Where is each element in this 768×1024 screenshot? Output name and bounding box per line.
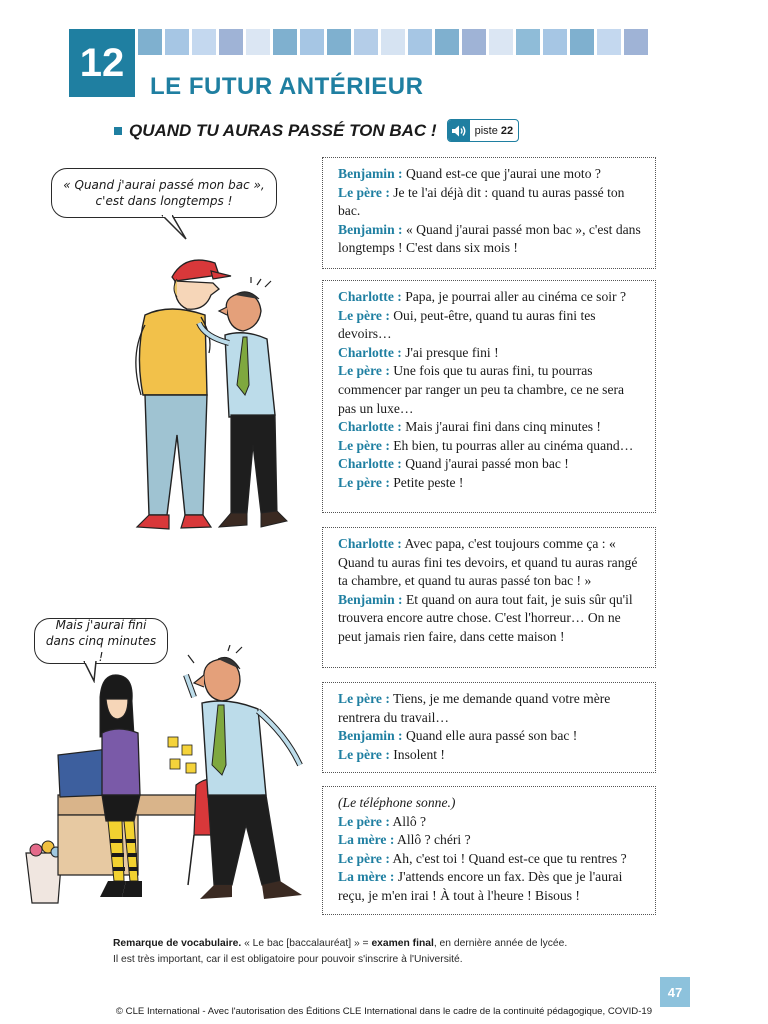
- audio-track-label: piste: [474, 124, 498, 137]
- speaker-name: Le père :: [338, 746, 390, 762]
- audio-track-text: [470, 120, 519, 141]
- line-text: Allô ?: [389, 813, 427, 829]
- speaker-name: Charlotte :: [338, 456, 402, 472]
- dialogue-line: [338, 344, 645, 363]
- line-text: Tiens, je me demande quand votre mère rentrera du travail…: [338, 691, 611, 725]
- vocabulary-term: examen final: [371, 938, 434, 949]
- color-strip-segment: [489, 29, 513, 55]
- speaker-name: Charlotte :: [338, 419, 402, 435]
- dialogue-line: [338, 221, 645, 258]
- line-text: Allô ? chéri ?: [394, 832, 471, 848]
- speaker-name: Benjamin :: [338, 221, 403, 237]
- vocabulary-note: [113, 936, 673, 968]
- dialogue-line: [338, 746, 645, 765]
- color-strip-segment: [138, 29, 162, 55]
- vocabulary-text: , en dernière année de lycée.: [433, 938, 568, 949]
- illustration-charlotte-and-father: [18, 645, 318, 910]
- speaker-name: Le père :: [338, 850, 390, 866]
- color-strip-segment: [219, 29, 243, 55]
- dialogue-line: [338, 437, 645, 456]
- dialogue-line: [338, 535, 645, 591]
- color-strip-segment: [570, 29, 594, 55]
- line-text: Quand j'aurai passé mon bac !: [401, 456, 569, 472]
- bubble-line: « Quand j'aurai passé mon bac »,: [63, 178, 265, 192]
- speaker-name: Le père :: [338, 363, 390, 379]
- line-text: J'attends encore un fax. Dès que je l'aurai reçu, je m'en irai ! À tout à l'heure ! Bisous !: [338, 869, 623, 903]
- line-text: Quand est-ce que j'aurai une moto ?: [402, 166, 601, 181]
- line-text: Insolent !: [389, 746, 445, 762]
- father-figure: [199, 277, 287, 527]
- copyright-notice: © CLE International - Avec l'autorisation des Éditions CLE International dans le cadre de la continuité pédagogique, COVID-19: [115, 1006, 653, 1017]
- dialogue-line: [338, 831, 645, 850]
- line-text: Je te l'ai déjà dit : quand tu auras passé ton bac.: [338, 184, 625, 219]
- dialogue-line: [338, 727, 645, 746]
- color-strip-segment: [165, 29, 189, 55]
- line-text: Quand elle aura passé son bac !: [402, 728, 578, 744]
- dialogue-box-4: [322, 682, 656, 773]
- dialogue-line: [338, 418, 645, 437]
- dialogue-box-3: [322, 527, 656, 668]
- square-bullet-icon: [114, 127, 122, 135]
- wastebasket: [26, 853, 62, 903]
- section-heading: [114, 119, 519, 142]
- color-strip-segment: [408, 29, 432, 55]
- line-text: Et quand on aura tout fait, je suis sûr qu'il trouvera encore autre chose. C'est l'horreur… On ne peut jamais rien faire, dans cette maison !: [338, 591, 633, 644]
- vocabulary-text: « Le bac [baccalauréat] » =: [241, 938, 372, 949]
- line-text: J'ai presque fini !: [401, 344, 499, 360]
- bubble-tail: [160, 215, 190, 243]
- dialogue-box-1: [322, 157, 656, 269]
- line-text: Oui, peut-être, quand tu auras fini tes devoirs…: [338, 307, 596, 342]
- bubble-line: Mais j'aurai fini: [55, 618, 147, 632]
- dialogue-line: [338, 288, 645, 307]
- speaker-name: Benjamin :: [338, 166, 403, 181]
- speaker-name: La mère :: [338, 869, 395, 885]
- chapter-number: 12: [69, 29, 135, 97]
- bubble-line: c'est dans longtemps !: [95, 194, 233, 208]
- bubble-line: dans cinq minutes !: [45, 634, 157, 664]
- dialogue-line: [338, 362, 645, 418]
- vocabulary-line-2: Il est très important, car il est obligatoire pour pouvoir s'inscrire à l'Université.: [113, 954, 463, 965]
- line-text: Petite peste !: [389, 474, 464, 490]
- speaker-name: Le père :: [338, 184, 390, 200]
- speaker-name: Charlotte :: [338, 289, 402, 304]
- speaker-name: Le père :: [338, 307, 390, 323]
- color-strip-segment: [300, 29, 324, 55]
- color-strip-segment: [462, 29, 486, 55]
- speaker-name: Le père :: [338, 691, 390, 706]
- dialogue-box-5: [322, 786, 656, 915]
- dialogue-box-2: [322, 280, 656, 513]
- chapter-title: LE FUTUR ANTÉRIEUR: [150, 73, 424, 100]
- dialogue-line: [338, 868, 645, 905]
- speech-bubble-benjamin: [51, 168, 277, 218]
- page-number: 47: [660, 977, 690, 1007]
- line-text: Papa, je pourrai aller au cinéma ce soir ?: [401, 289, 626, 304]
- speaker-name: Charlotte :: [338, 536, 402, 551]
- audio-track-badge[interactable]: [447, 119, 520, 142]
- speaker-name: Charlotte :: [338, 344, 402, 360]
- speaker-name: Le père :: [338, 813, 390, 829]
- line-text: Avec papa, c'est toujours comme ça : « Quand tu auras fini tes devoirs, et quand tu auras rangé ta chambre, et quand tu auras passé ton bac ! »: [338, 536, 638, 589]
- speaker-name: Benjamin :: [338, 591, 403, 607]
- dialogue-line: [338, 591, 645, 647]
- line-text: Ah, c'est toi ! Quand est-ce que tu rentres ?: [389, 850, 627, 866]
- speaker-icon: [448, 120, 470, 141]
- line-text: Mais j'aurai fini dans cinq minutes !: [401, 419, 601, 435]
- stage-direction: (Le téléphone sonne.): [338, 795, 456, 810]
- audio-track-number: 22: [500, 124, 514, 137]
- benjamin-figure: [136, 260, 231, 529]
- vocabulary-line-1: [113, 936, 673, 952]
- vocabulary-label: Remarque de vocabulaire.: [113, 938, 242, 949]
- dialogue-line: [338, 307, 645, 344]
- color-strip-segment: [624, 29, 648, 55]
- speaker-name: Benjamin :: [338, 728, 403, 744]
- speaker-name: Le père :: [338, 474, 390, 490]
- line-text: Une fois que tu auras fini, tu pourras commencer par ranger un peu ta chambre, ce ne sera pas un luxe…: [338, 363, 625, 416]
- color-strip-segment: [597, 29, 621, 55]
- section-title: QUAND TU AURAS PASSÉ TON BAC !: [129, 120, 437, 140]
- decorative-color-strip: [138, 29, 651, 55]
- dialogue-line: [338, 813, 645, 832]
- dialogue-line: [338, 455, 645, 474]
- color-strip-segment: [327, 29, 351, 55]
- color-strip-segment: [246, 29, 270, 55]
- illustration-benjamin-and-father: [115, 245, 320, 535]
- speaker-name: La mère :: [338, 832, 395, 848]
- dialogue-line: [338, 165, 645, 184]
- dialogue-line: [338, 850, 645, 869]
- color-strip-segment: [192, 29, 216, 55]
- color-strip-segment: [381, 29, 405, 55]
- father-figure: [186, 645, 302, 899]
- line-text: « Quand j'aurai passé mon bac », c'est dans longtemps ! C'est dans six mois !: [338, 221, 641, 256]
- dialogue-line: [338, 184, 645, 221]
- speaker-name: Le père :: [338, 437, 390, 453]
- color-strip-segment: [354, 29, 378, 55]
- dialogue-line: [338, 474, 645, 493]
- color-strip-segment: [516, 29, 540, 55]
- color-strip-segment: [543, 29, 567, 55]
- color-strip-segment: [435, 29, 459, 55]
- line-text: Eh bien, tu pourras aller au cinéma quand…: [389, 437, 634, 453]
- dialogue-line: [338, 690, 645, 727]
- color-strip-segment: [273, 29, 297, 55]
